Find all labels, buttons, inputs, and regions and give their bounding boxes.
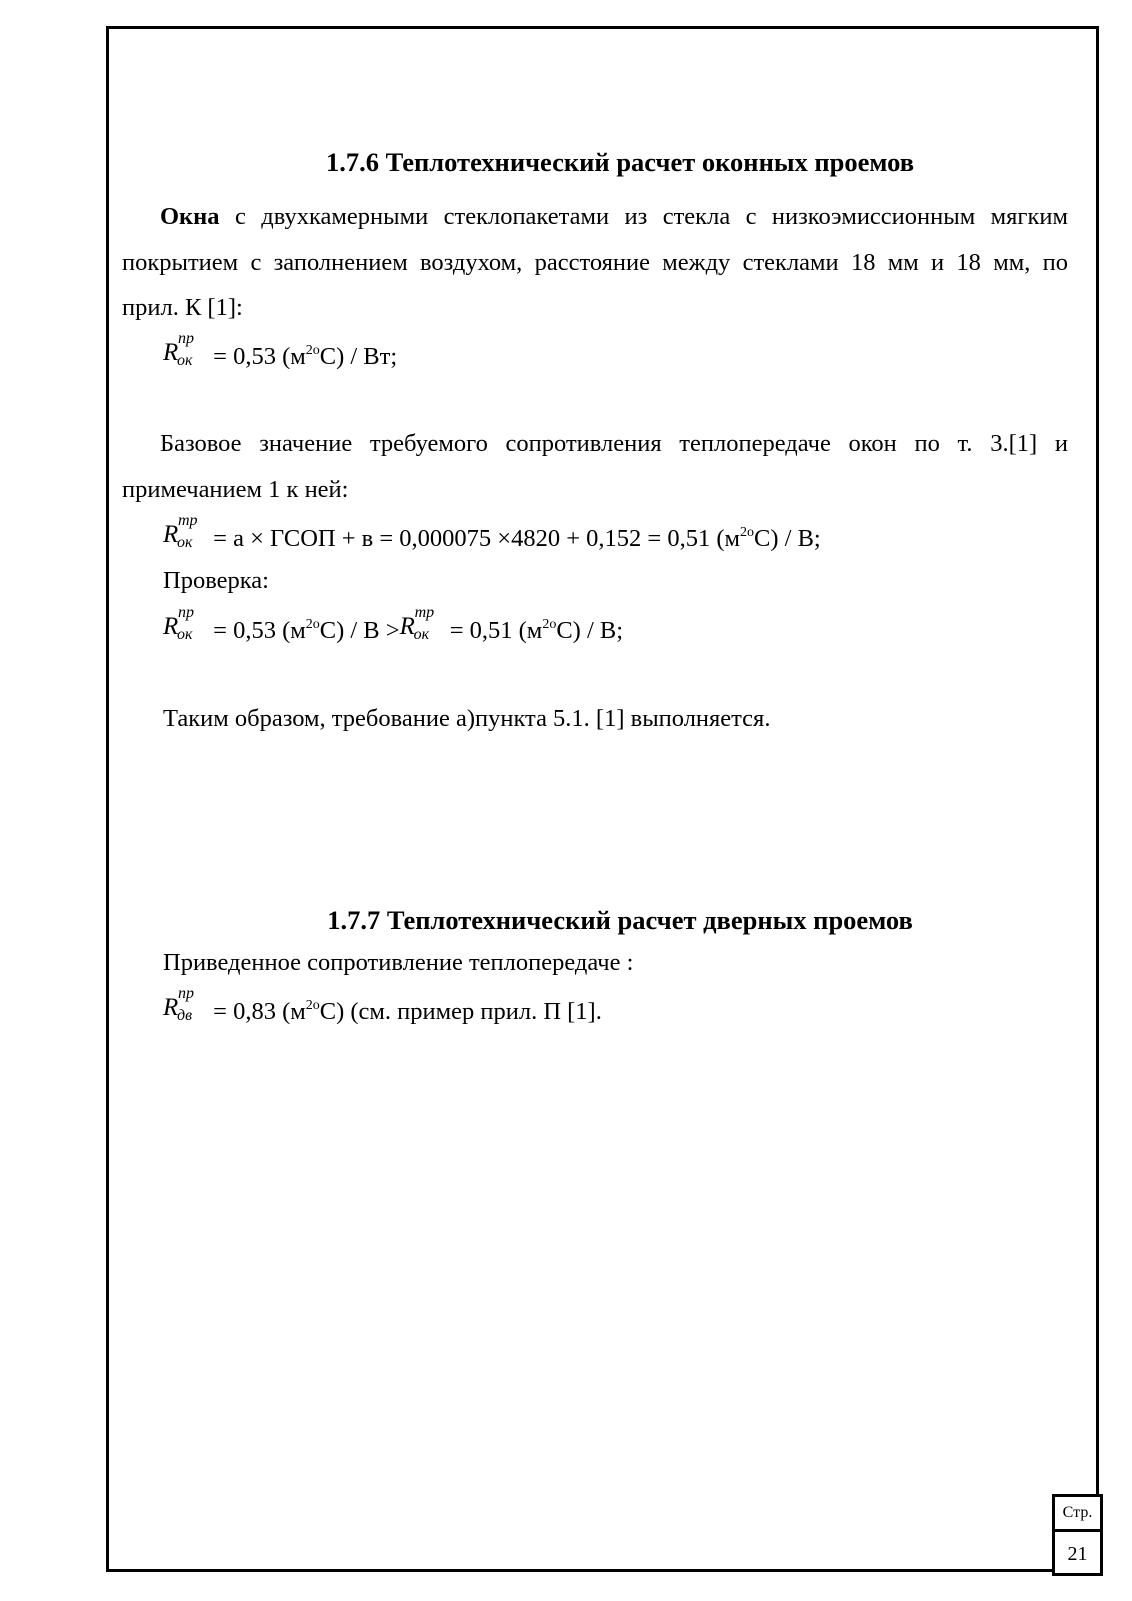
r-ok-pr-symbol: R пр ок <box>163 604 194 643</box>
formula-r-dv-pr: R пр дв = 0,83 $(м^{2о}С)$ (см. пример прил. П [1]. <box>163 985 602 1025</box>
formula-r-ok-tr: R тр ок = а × ГСОП + в = 0,000075 ×4820 + 0,152 = 0,51 $(м^{2о}С)$ / В; <box>163 512 821 552</box>
r-ok-tr-symbol: R тр ок <box>163 512 198 551</box>
formula-r-ok-pr: R пр ок = 0,53 $(м^{2о}С)$ / Вт; <box>163 330 398 370</box>
section-title-windows: 1.7.6 Теплотехнический расчет оконных проемов <box>325 147 915 177</box>
r-ok-pr-symbol: R пр ок <box>163 330 194 369</box>
windows-intro-line-2: покрытием с заполнением воздухом, расстояние между стеклами 18 мм и 18 мм, по <box>122 249 1068 276</box>
page-label: Стр. <box>1055 1497 1100 1532</box>
r-dv-pr-symbol: R пр дв <box>163 985 194 1024</box>
base-value-line-2: примечанием 1 к ней: <box>122 476 349 503</box>
section-title-doors: 1.7.7 Теплотехнический расчет дверных проемов <box>327 905 913 935</box>
page-number: 21 <box>1067 1543 1088 1565</box>
windows-intro-line-3: прил. К [1]: <box>122 294 243 321</box>
r-ok-tr-symbol: R тр ок <box>399 604 435 643</box>
windows-label: Окна <box>160 203 220 230</box>
check-label: Проверка: <box>163 567 269 594</box>
formula-check: R пр ок = 0,53 $(м^{2о}С)$ / В > R тр ок = 0,51 $(м^{2о}С)$ / В; <box>163 604 624 644</box>
windows-conclusion: Таким образом, требование а)пункта 5.1. [1] выполняется. <box>163 705 771 732</box>
windows-intro-line-1: Окна с двухкамерными стеклопакетами из стекла с низкоэмиссионным мягким <box>160 203 1068 230</box>
page-number-stamp <box>1052 1494 1103 1576</box>
doors-intro: Приведенное сопротивление теплопередаче : <box>163 949 634 976</box>
base-value-line-1: Базовое значение требуемого сопротивления теплопередаче окон по т. 3.[1] и <box>160 430 1068 457</box>
